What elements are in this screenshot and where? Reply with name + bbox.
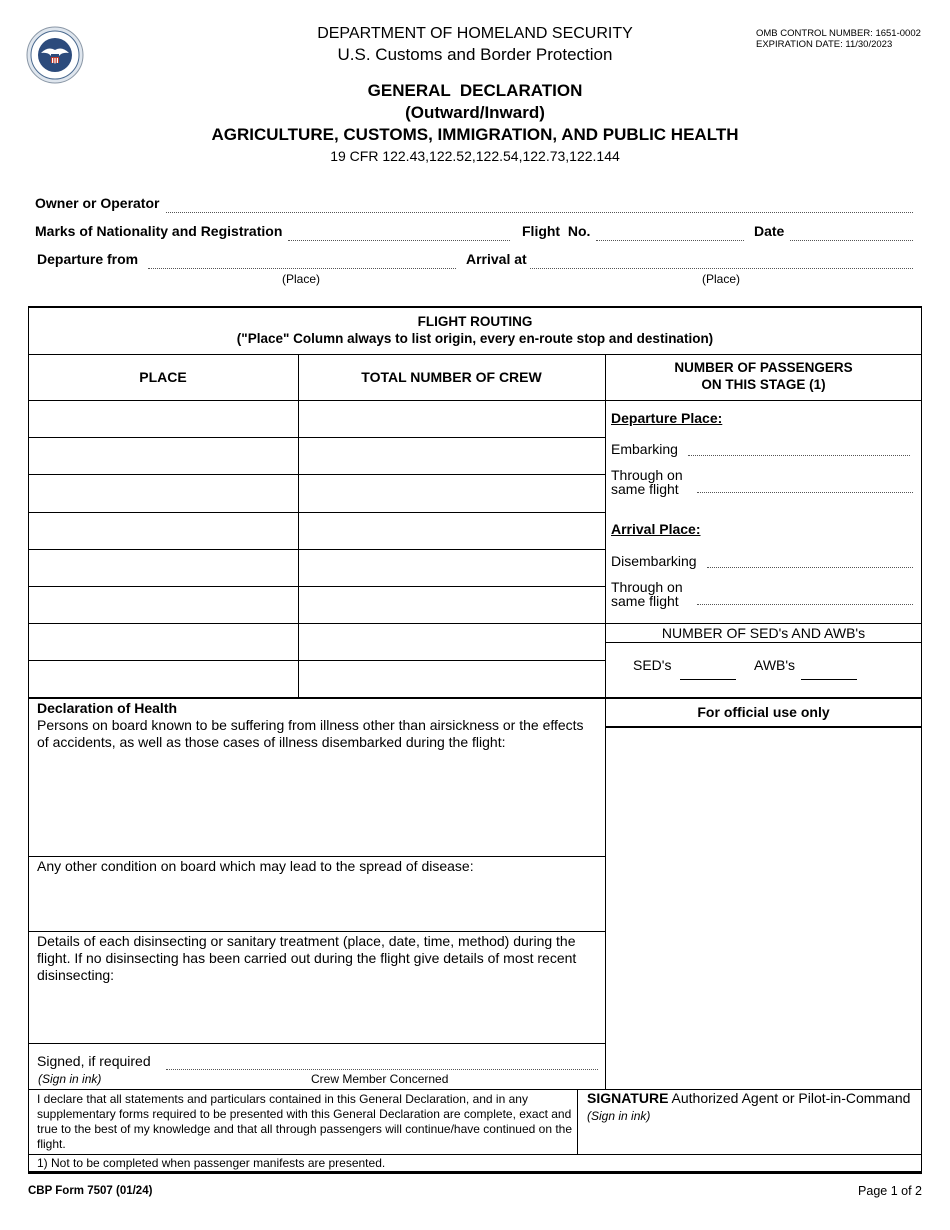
awbs-label: AWB's — [754, 657, 796, 673]
page-number: Page 1 of 2 — [858, 1184, 922, 1198]
flight-routing-note: ("Place" Column always to list origin, every en-route stop and destination) — [236, 331, 714, 346]
flight-no-field[interactable] — [596, 240, 744, 241]
arrival-place-hint: (Place) — [702, 272, 741, 286]
footnote: 1) Not to be completed when passenger manifests are presented. — [37, 1156, 386, 1170]
arrival-through-field[interactable] — [697, 604, 913, 605]
routing-row-line — [28, 437, 605, 438]
crew-member-label: Crew Member Concerned — [311, 1072, 449, 1086]
omb-control-number: OMB CONTROL NUMBER: 1651-0002 — [756, 28, 921, 39]
official-use-area[interactable] — [607, 729, 920, 1087]
signed-sign-in-ink: (Sign in ink) — [38, 1072, 102, 1086]
signed-label: Signed, if required — [37, 1053, 151, 1069]
col-passengers-header-1: NUMBER OF PASSENGERS — [674, 360, 853, 375]
arrival-at-field[interactable] — [530, 268, 913, 269]
routing-row-line — [28, 512, 605, 513]
col-place-header: PLACE — [139, 369, 187, 385]
owner-operator-field[interactable] — [166, 212, 913, 213]
routing-row-line — [28, 474, 605, 475]
through-label-1b: same flight — [611, 481, 679, 497]
marks-label: Marks of Nationality and Registration — [35, 223, 283, 239]
dhs-seal-logo — [26, 26, 84, 84]
health-illness-field[interactable] — [30, 755, 603, 855]
routing-row-line — [28, 660, 605, 661]
signature-bold: SIGNATURE — [587, 1090, 669, 1106]
other-condition-label: Any other condition on board which may lead to the spread of disease: — [37, 858, 474, 874]
departure-from-field[interactable] — [148, 268, 456, 269]
through-label-1a: Through on — [611, 467, 683, 483]
agency-name: DEPARTMENT OF HOMELAND SECURITY — [317, 25, 633, 42]
expiration-date: EXPIRATION DATE: 11/30/2023 — [756, 39, 893, 50]
form-title: GENERAL DECLARATION — [367, 81, 583, 100]
departure-place-heading: Departure Place: — [611, 410, 723, 426]
health-text: Persons on board known to be suffering from illness other than airsickness or the effects of accidents, as well as those cases of illness disembarked during the flight: — [37, 717, 584, 750]
disinsecting-field[interactable] — [30, 985, 603, 1041]
routing-row-line — [28, 623, 605, 624]
form-subtitle: (Outward/Inward) — [405, 103, 545, 122]
arrival-place-heading: Arrival Place: — [611, 521, 701, 537]
seds-label: SED's — [633, 657, 672, 673]
disembarking-label: Disembarking — [611, 553, 697, 569]
form-number: CBP Form 7507 (01/24) — [28, 1185, 153, 1197]
routing-crew-cell[interactable] — [300, 402, 603, 436]
declaration-text: I declare that all statements and particulars contained in this General Declaration, and in any supplementary forms required to be presented with this General Declaration are complete, exact and true to the best of my knowledge and that all through passengers will continue/have continued on the flight. — [37, 1092, 573, 1151]
marks-field[interactable] — [288, 240, 510, 241]
routing-row-line — [28, 586, 605, 587]
crew-signature-field[interactable] — [166, 1069, 598, 1070]
disinsecting-label: Details of each disinsecting or sanitary treatment (place, date, time, method) during the flight. If no disinsecting has been carried out during the flight give details of most recent disinsecting: — [37, 933, 577, 983]
arrival-at-label: Arrival at — [466, 251, 527, 267]
seds-field[interactable] — [680, 679, 736, 680]
embarking-field[interactable] — [688, 455, 910, 456]
signature-sign-in-ink: (Sign in ink) — [587, 1109, 651, 1123]
date-label: Date — [754, 223, 785, 239]
departure-from-label: Departure from — [37, 251, 139, 267]
col-passengers-header-2: ON THIS STAGE (1) — [701, 377, 826, 392]
through-label-2b: same flight — [611, 593, 679, 609]
departure-place-hint: (Place) — [282, 272, 321, 286]
cfr-reference: 19 CFR 122.43,122.52,122.54,122.73,122.144 — [330, 148, 620, 164]
subagency-name: U.S. Customs and Border Protection — [337, 45, 613, 64]
form-title-2: AGRICULTURE, CUSTOMS, IMMIGRATION, AND PUBLIC HEALTH — [211, 125, 739, 144]
official-use-title: For official use only — [697, 704, 830, 720]
departure-through-field[interactable] — [697, 492, 913, 493]
routing-row-line — [28, 549, 605, 550]
sed-awb-title: NUMBER OF SED's AND AWB's — [661, 625, 866, 641]
col-crew-header: TOTAL NUMBER OF CREW — [361, 369, 542, 385]
signature-rest: Authorized Agent or Pilot-in-Command — [668, 1090, 911, 1106]
health-title: Declaration of Health — [37, 700, 178, 716]
date-field[interactable] — [790, 240, 913, 241]
flight-routing-title: FLIGHT ROUTING — [417, 314, 533, 329]
flight-no-label: Flight No. — [522, 223, 591, 239]
embarking-label: Embarking — [611, 441, 678, 457]
signature-title — [587, 1090, 910, 1106]
other-condition-field[interactable] — [30, 878, 603, 930]
owner-operator-label: Owner or Operator — [35, 195, 160, 211]
through-label-2a: Through on — [611, 579, 683, 595]
disembarking-field[interactable] — [707, 567, 913, 568]
awbs-field[interactable] — [801, 679, 857, 680]
signature-field[interactable] — [580, 1125, 920, 1153]
routing-place-cell[interactable] — [30, 402, 296, 436]
